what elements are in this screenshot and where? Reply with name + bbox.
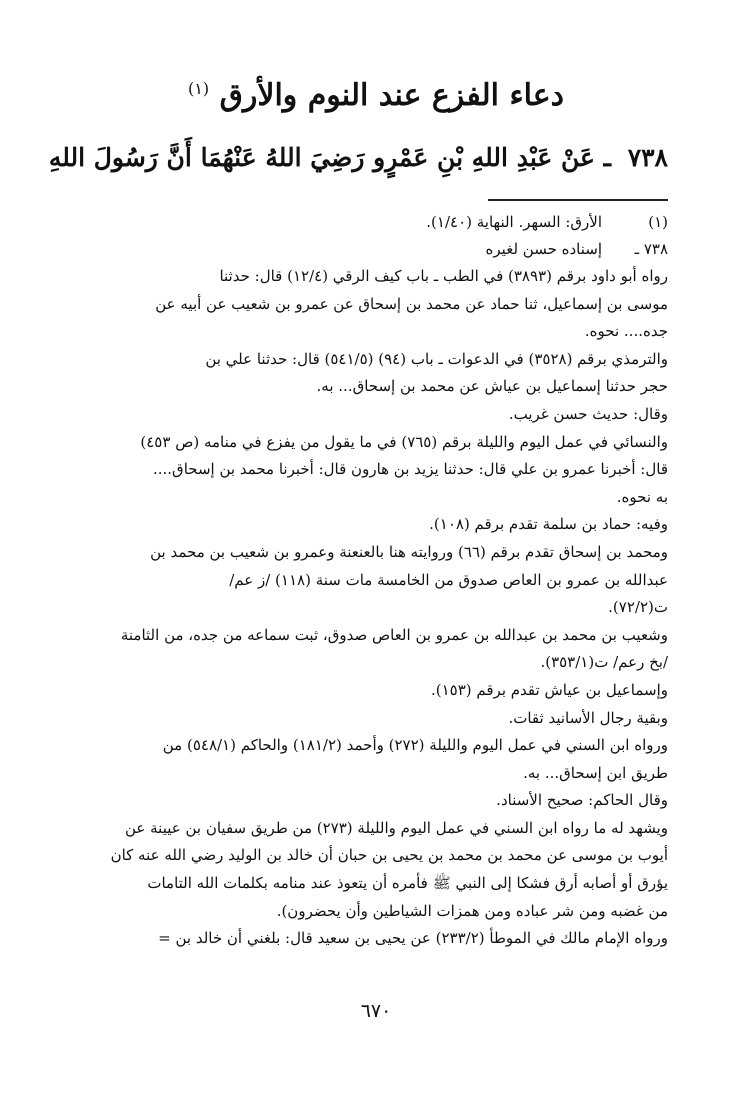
footnote-2 bbox=[98, 235, 668, 263]
body-line: حجر حدثنا إسماعيل بن عياش عن محمد بن إسحاق... به. bbox=[316, 377, 668, 396]
footnote-label: (١) bbox=[648, 213, 668, 231]
body-line: من غضبه ومن شر عباده ومن همزات الشياطين وأن يحضرون). bbox=[276, 901, 668, 920]
body-line: وقال: حديث حسن غريب. bbox=[508, 404, 668, 423]
page-number: ٦٧٠ bbox=[360, 1000, 392, 1022]
footnote-text: الأرق: السهر. النهاية (١/٤٠). bbox=[426, 213, 602, 231]
body-line: ورواه ابن السني في عمل اليوم والليلة (٢٧٢) وأحمد (١٨١/٢) والحاكم (٥٤٨/١) من bbox=[162, 736, 668, 755]
body-line: به نحوه. bbox=[616, 487, 668, 506]
body-line: ت(٧٢/٢). bbox=[608, 598, 668, 617]
footnote-1 bbox=[98, 208, 668, 236]
body-line: وبقية رجال الأسانيد ثقات. bbox=[508, 708, 668, 727]
body-line: أيوب بن موسى عن محمد بن محمد بن يحيى بن حبان أن خالد بن الوليد رضي الله عنه كان bbox=[110, 846, 668, 865]
hadith-separator: ـ bbox=[603, 143, 611, 172]
body-line: والترمذي برقم (٣٥٢٨) في الدعوات ـ باب (٩٤) (٥٤١/٥) قال: حدثنا علي بن bbox=[205, 349, 668, 368]
body-line: والنسائي في عمل اليوم والليلة برقم (٧٦٥) في ما يقول من يفزع في منامه (ص ٤٥٣) bbox=[140, 432, 668, 451]
title-footnote-marker: (١) bbox=[188, 79, 210, 98]
body-line: ومحمد بن إسحاق تقدم برقم (٦٦) وروايته هنا بالعنعنة وعمرو بن شعيب بن محمد بن bbox=[150, 542, 668, 561]
hadith-text: عَنْ عَبْدِ اللهِ بْنِ عَمْرٍو رَضِيَ اللهُ عَنْهُمَا أَنَّ رَسُولَ اللهِ bbox=[48, 143, 595, 172]
chapter-title-text: دعاء الفزع عند النوم والأرق bbox=[219, 78, 564, 113]
body-line: /بخ رعم/ ت(٣٥٣/١). bbox=[540, 653, 668, 672]
body-line: قال: أخبرنا عمرو بن علي قال: حدثنا يزيد بن هارون قال: أخبرنا محمد بن إسحاق.... bbox=[152, 460, 668, 479]
footnote-divider bbox=[488, 199, 668, 201]
hadith-number: ٧٣٨ bbox=[627, 143, 668, 172]
body-line: وفيه: حماد بن سلمة تقدم برقم (١٠٨). bbox=[429, 515, 668, 534]
body-line: وإسماعيل بن عياش تقدم برقم (١٥٣). bbox=[430, 680, 668, 699]
body-line: ويشهد له ما رواه ابن السني في عمل اليوم والليلة (٢٧٣) من طريق سفيان بن عيينة عن bbox=[125, 818, 668, 837]
hadith-heading bbox=[48, 143, 668, 172]
body-line: ورواه الإمام مالك في الموطأ (٢٣٣/٢) عن يحيى بن سعيد قال: بلغني أن خالد بن = bbox=[158, 929, 668, 948]
body-line: يؤرق أو أصابه أرق فشكا إلى النبي ﷺ فأمره أن يتعوذ عند منامه بكلمات الله التامات bbox=[147, 874, 668, 893]
body-line: عبدالله بن عمرو بن العاص صدوق من الخامسة مات سنة (١١٨) /ز عم/ bbox=[229, 570, 668, 589]
body-line: جده.... نحوه. bbox=[584, 322, 668, 341]
body-line: طريق ابن إسحاق... به. bbox=[523, 763, 668, 782]
footnote-label: ٧٣٨ ـ bbox=[634, 240, 668, 258]
body-line: وقال الحاكم: صحيح الأسناد. bbox=[496, 791, 668, 810]
chapter-title bbox=[0, 78, 752, 113]
body-line: وشعيب بن محمد بن عبدالله بن عمرو بن العاص صدوق، ثبت سماعه من جده، من الثامنة bbox=[120, 625, 668, 644]
footnote-text: إسناده حسن لغيره bbox=[485, 240, 602, 258]
body-line: رواه أبو داود برقم (٣٨٩٣) في الطب ـ باب كيف الرقي (١٢/٤) قال: حدثنا bbox=[219, 267, 668, 285]
takhrij-body bbox=[102, 263, 668, 953]
body-line: موسى بن إسماعيل، ثنا حماد عن محمد بن إسحاق عن عمرو بن شعيب عن أبيه عن bbox=[155, 294, 668, 313]
